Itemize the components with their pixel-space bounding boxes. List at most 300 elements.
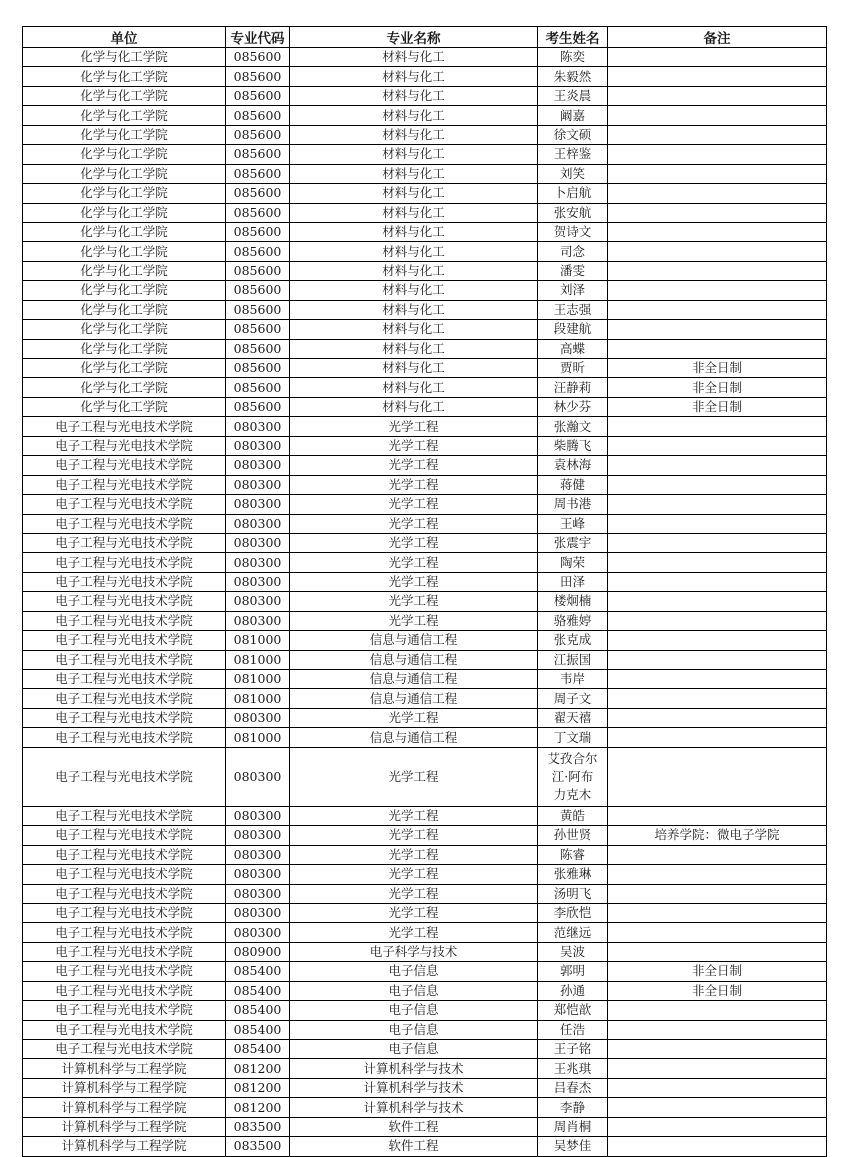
cell-remark: 培养学院：微电子学院 [608, 826, 827, 845]
cell-student-name: 柴腾飞 [538, 436, 608, 455]
cell-major-code: 080300 [226, 611, 290, 630]
cell-student-name: 郑恺歆 [538, 1001, 608, 1020]
table-row [23, 456, 827, 475]
cell-unit: 计算机科学与工程学院 [23, 1059, 226, 1078]
cell-remark: 非全日制 [608, 981, 827, 1000]
cell-major-code: 085600 [226, 222, 290, 241]
cell-major-code: 080300 [226, 514, 290, 533]
cell-major-name: 电子信息 [290, 962, 538, 981]
table-row [23, 592, 827, 611]
table-row [23, 806, 827, 825]
header-row [23, 27, 827, 48]
cell-unit: 电子工程与光电技术学院 [23, 495, 226, 514]
table-row [23, 1137, 827, 1156]
cell-student-name: 刘泽 [538, 281, 608, 300]
cell-remark [608, 865, 827, 884]
cell-unit: 化学与化工学院 [23, 125, 226, 144]
cell-major-code: 085600 [226, 300, 290, 319]
cell-remark [608, 1137, 827, 1156]
cell-major-name: 材料与化工 [290, 320, 538, 339]
cell-unit: 电子工程与光电技术学院 [23, 826, 226, 845]
cell-major-code: 080300 [226, 475, 290, 494]
cell-unit: 电子工程与光电技术学院 [23, 923, 226, 942]
table-row [23, 631, 827, 650]
cell-unit: 电子工程与光电技术学院 [23, 592, 226, 611]
cell-remark: 非全日制 [608, 359, 827, 378]
cell-unit: 化学与化工学院 [23, 320, 226, 339]
table-row [23, 533, 827, 552]
cell-student-name: 楼炯楠 [538, 592, 608, 611]
cell-major-code: 080300 [226, 865, 290, 884]
cell-unit: 化学与化工学院 [23, 184, 226, 203]
cell-remark [608, 475, 827, 494]
cell-unit: 电子工程与光电技术学院 [23, 572, 226, 591]
cell-student-name: 任浩 [538, 1020, 608, 1039]
header-remark: 备注 [608, 27, 827, 48]
cell-remark [608, 903, 827, 922]
cell-unit: 电子工程与光电技术学院 [23, 1040, 226, 1059]
cell-remark [608, 281, 827, 300]
cell-remark [608, 456, 827, 475]
cell-major-code: 083500 [226, 1117, 290, 1136]
admission-table [22, 26, 827, 1157]
cell-remark [608, 67, 827, 86]
cell-major-name: 材料与化工 [290, 339, 538, 358]
cell-student-name: 翟天禧 [538, 708, 608, 727]
table-row [23, 923, 827, 942]
cell-major-code: 081000 [226, 650, 290, 669]
cell-unit: 化学与化工学院 [23, 48, 226, 67]
table-row [23, 417, 827, 436]
cell-student-name: 汪静莉 [538, 378, 608, 397]
cell-unit: 电子工程与光电技术学院 [23, 670, 226, 689]
cell-remark [608, 708, 827, 727]
cell-remark [608, 689, 827, 708]
cell-unit: 电子工程与光电技术学院 [23, 650, 226, 669]
cell-major-name: 光学工程 [290, 884, 538, 903]
cell-major-code: 080300 [226, 903, 290, 922]
cell-student-name: 田泽 [538, 572, 608, 591]
cell-unit: 化学与化工学院 [23, 106, 226, 125]
cell-major-code: 080300 [226, 456, 290, 475]
cell-remark [608, 884, 827, 903]
cell-student-name: 骆雅婷 [538, 611, 608, 630]
cell-student-name: 袁林海 [538, 456, 608, 475]
cell-major-code: 080300 [226, 495, 290, 514]
cell-remark [608, 125, 827, 144]
cell-major-code: 085600 [226, 242, 290, 261]
cell-unit: 电子工程与光电技术学院 [23, 1001, 226, 1020]
cell-major-code: 085600 [226, 67, 290, 86]
cell-unit: 电子工程与光电技术学院 [23, 553, 226, 572]
table-row [23, 650, 827, 669]
cell-unit: 电子工程与光电技术学院 [23, 884, 226, 903]
table-row [23, 281, 827, 300]
table-row [23, 125, 827, 144]
cell-major-name: 光学工程 [290, 417, 538, 436]
cell-unit: 化学与化工学院 [23, 145, 226, 164]
cell-student-name: 周子文 [538, 689, 608, 708]
cell-major-code: 085600 [226, 203, 290, 222]
cell-major-code: 080300 [226, 553, 290, 572]
cell-unit: 电子工程与光电技术学院 [23, 806, 226, 825]
cell-major-code: 085400 [226, 1040, 290, 1059]
cell-major-name: 材料与化工 [290, 48, 538, 67]
cell-student-name: 张克成 [538, 631, 608, 650]
cell-unit: 计算机科学与工程学院 [23, 1117, 226, 1136]
cell-major-name: 材料与化工 [290, 378, 538, 397]
cell-unit: 化学与化工学院 [23, 203, 226, 222]
cell-student-name: 刘笑 [538, 164, 608, 183]
cell-student-name: 贺诗文 [538, 222, 608, 241]
cell-student-name: 韦岸 [538, 670, 608, 689]
cell-remark [608, 572, 827, 591]
cell-major-name: 计算机科学与技术 [290, 1078, 538, 1097]
cell-major-name: 材料与化工 [290, 125, 538, 144]
cell-major-name: 材料与化工 [290, 281, 538, 300]
cell-student-name: 丁文瑞 [538, 728, 608, 747]
cell-major-code: 085600 [226, 378, 290, 397]
table-row [23, 865, 827, 884]
cell-remark [608, 611, 827, 630]
table-row [23, 1040, 827, 1059]
table-row [23, 1117, 827, 1136]
cell-major-code: 085600 [226, 164, 290, 183]
cell-student-name: 周书港 [538, 495, 608, 514]
table-row [23, 845, 827, 864]
cell-major-code: 085600 [226, 184, 290, 203]
cell-unit: 电子工程与光电技术学院 [23, 689, 226, 708]
cell-major-code: 080300 [226, 436, 290, 455]
cell-remark [608, 1117, 827, 1136]
cell-major-code: 081200 [226, 1059, 290, 1078]
cell-major-code: 081000 [226, 631, 290, 650]
table-row [23, 884, 827, 903]
cell-major-name: 电子科学与技术 [290, 942, 538, 961]
cell-major-code: 081000 [226, 728, 290, 747]
cell-major-code: 085600 [226, 145, 290, 164]
table-row [23, 397, 827, 416]
cell-remark [608, 106, 827, 125]
table-row [23, 981, 827, 1000]
cell-remark [608, 650, 827, 669]
cell-major-name: 光学工程 [290, 708, 538, 727]
cell-student-name: 高蝶 [538, 339, 608, 358]
cell-student-name: 陶荣 [538, 553, 608, 572]
cell-major-code: 080300 [226, 884, 290, 903]
cell-student-name: 黄皓 [538, 806, 608, 825]
table-row [23, 86, 827, 105]
cell-unit: 电子工程与光电技术学院 [23, 903, 226, 922]
cell-student-name: 朱毅然 [538, 67, 608, 86]
cell-major-name: 计算机科学与技术 [290, 1059, 538, 1078]
cell-major-code: 080900 [226, 942, 290, 961]
table-row [23, 164, 827, 183]
table-row [23, 728, 827, 747]
cell-student-name: 吴梦佳 [538, 1137, 608, 1156]
cell-major-name: 材料与化工 [290, 145, 538, 164]
cell-student-name: 王兆琪 [538, 1059, 608, 1078]
cell-major-name: 材料与化工 [290, 300, 538, 319]
cell-unit: 电子工程与光电技术学院 [23, 475, 226, 494]
cell-unit: 电子工程与光电技术学院 [23, 456, 226, 475]
cell-student-name: 艾孜合尔 江·阿布 力克木 [538, 747, 608, 806]
cell-student-name: 郭明 [538, 962, 608, 981]
cell-major-name: 光学工程 [290, 533, 538, 552]
cell-major-code: 080300 [226, 708, 290, 727]
cell-unit: 化学与化工学院 [23, 222, 226, 241]
cell-remark [608, 145, 827, 164]
cell-major-code: 080300 [226, 572, 290, 591]
cell-major-name: 电子信息 [290, 1001, 538, 1020]
cell-unit: 电子工程与光电技术学院 [23, 865, 226, 884]
cell-student-name: 张雅琳 [538, 865, 608, 884]
cell-remark [608, 533, 827, 552]
cell-unit: 电子工程与光电技术学院 [23, 708, 226, 727]
cell-remark [608, 436, 827, 455]
table-row [23, 942, 827, 961]
cell-remark: 非全日制 [608, 378, 827, 397]
cell-major-name: 信息与通信工程 [290, 728, 538, 747]
table-row [23, 1001, 827, 1020]
cell-major-code: 085400 [226, 981, 290, 1000]
cell-student-name: 蒋健 [538, 475, 608, 494]
cell-remark [608, 242, 827, 261]
cell-major-name: 软件工程 [290, 1117, 538, 1136]
cell-student-name: 潘雯 [538, 261, 608, 280]
cell-remark [608, 1059, 827, 1078]
cell-student-name: 李静 [538, 1098, 608, 1117]
cell-major-name: 材料与化工 [290, 203, 538, 222]
cell-student-name: 吴波 [538, 942, 608, 961]
table-row [23, 320, 827, 339]
cell-major-code: 080300 [226, 826, 290, 845]
table-row [23, 203, 827, 222]
table-row [23, 514, 827, 533]
cell-major-name: 光学工程 [290, 845, 538, 864]
cell-major-code: 085600 [226, 359, 290, 378]
cell-major-name: 光学工程 [290, 436, 538, 455]
cell-major-code: 085600 [226, 397, 290, 416]
cell-remark [608, 222, 827, 241]
cell-major-name: 材料与化工 [290, 164, 538, 183]
table-row [23, 1098, 827, 1117]
cell-major-code: 085400 [226, 1020, 290, 1039]
cell-remark [608, 923, 827, 942]
cell-unit: 电子工程与光电技术学院 [23, 981, 226, 1000]
table-row [23, 903, 827, 922]
cell-major-code: 085600 [226, 86, 290, 105]
cell-unit: 计算机科学与工程学院 [23, 1078, 226, 1097]
cell-major-name: 光学工程 [290, 826, 538, 845]
table-row [23, 826, 827, 845]
cell-remark [608, 261, 827, 280]
cell-major-name: 信息与通信工程 [290, 650, 538, 669]
cell-major-name: 光学工程 [290, 553, 538, 572]
cell-major-name: 光学工程 [290, 456, 538, 475]
cell-remark [608, 845, 827, 864]
cell-major-name: 光学工程 [290, 572, 538, 591]
cell-unit: 电子工程与光电技术学院 [23, 747, 226, 806]
cell-remark [608, 164, 827, 183]
cell-unit: 计算机科学与工程学院 [23, 1137, 226, 1156]
table-row [23, 670, 827, 689]
cell-major-code: 080300 [226, 806, 290, 825]
cell-student-name: 王志强 [538, 300, 608, 319]
cell-major-code: 085600 [226, 48, 290, 67]
table-row [23, 378, 827, 397]
cell-major-code: 085600 [226, 125, 290, 144]
cell-remark [608, 417, 827, 436]
cell-student-name: 陈奕 [538, 48, 608, 67]
cell-major-name: 光学工程 [290, 903, 538, 922]
cell-unit: 化学与化工学院 [23, 378, 226, 397]
cell-unit: 电子工程与光电技术学院 [23, 942, 226, 961]
cell-major-name: 软件工程 [290, 1137, 538, 1156]
table-row [23, 553, 827, 572]
cell-unit: 化学与化工学院 [23, 67, 226, 86]
table-row [23, 475, 827, 494]
table-row [23, 747, 827, 806]
cell-student-name: 司念 [538, 242, 608, 261]
cell-unit: 化学与化工学院 [23, 86, 226, 105]
cell-student-name: 周肖桐 [538, 1117, 608, 1136]
table-row [23, 1020, 827, 1039]
cell-major-code: 081200 [226, 1098, 290, 1117]
header-major-name: 专业名称 [290, 27, 538, 48]
cell-student-name: 林少芬 [538, 397, 608, 416]
cell-student-name: 范继远 [538, 923, 608, 942]
cell-major-code: 085600 [226, 320, 290, 339]
cell-major-name: 材料与化工 [290, 397, 538, 416]
cell-major-code: 085400 [226, 1001, 290, 1020]
cell-major-name: 电子信息 [290, 1020, 538, 1039]
header-unit: 单位 [23, 27, 226, 48]
cell-remark [608, 942, 827, 961]
cell-major-code: 081000 [226, 670, 290, 689]
table-row [23, 145, 827, 164]
cell-remark [608, 1001, 827, 1020]
cell-unit: 电子工程与光电技术学院 [23, 417, 226, 436]
cell-student-name: 孙世贤 [538, 826, 608, 845]
cell-major-code: 080300 [226, 923, 290, 942]
cell-major-code: 080300 [226, 592, 290, 611]
cell-remark [608, 747, 827, 806]
cell-remark [608, 339, 827, 358]
table-row [23, 572, 827, 591]
cell-remark [608, 48, 827, 67]
cell-major-code: 085400 [226, 962, 290, 981]
cell-major-name: 电子信息 [290, 981, 538, 1000]
table-row [23, 67, 827, 86]
table-row [23, 242, 827, 261]
table-row [23, 222, 827, 241]
cell-major-name: 计算机科学与技术 [290, 1098, 538, 1117]
cell-major-code: 083500 [226, 1137, 290, 1156]
cell-major-code: 080300 [226, 417, 290, 436]
cell-major-code: 080300 [226, 747, 290, 806]
cell-student-name: 徐文硕 [538, 125, 608, 144]
cell-major-name: 材料与化工 [290, 106, 538, 125]
cell-major-name: 光学工程 [290, 923, 538, 942]
cell-remark [608, 320, 827, 339]
cell-unit: 化学与化工学院 [23, 261, 226, 280]
cell-major-code: 080300 [226, 845, 290, 864]
cell-unit: 电子工程与光电技术学院 [23, 845, 226, 864]
cell-unit: 化学与化工学院 [23, 164, 226, 183]
cell-major-code: 085600 [226, 106, 290, 125]
cell-remark [608, 1040, 827, 1059]
cell-unit: 化学与化工学院 [23, 242, 226, 261]
cell-unit: 化学与化工学院 [23, 281, 226, 300]
cell-remark [608, 203, 827, 222]
cell-student-name: 贾昕 [538, 359, 608, 378]
cell-student-name: 段建航 [538, 320, 608, 339]
cell-student-name: 江振国 [538, 650, 608, 669]
cell-unit: 计算机科学与工程学院 [23, 1098, 226, 1117]
cell-unit: 化学与化工学院 [23, 339, 226, 358]
cell-major-name: 光学工程 [290, 806, 538, 825]
cell-major-code: 081000 [226, 689, 290, 708]
cell-major-name: 光学工程 [290, 747, 538, 806]
cell-remark [608, 670, 827, 689]
table-row [23, 339, 827, 358]
cell-student-name: 陈睿 [538, 845, 608, 864]
cell-remark [608, 1020, 827, 1039]
cell-major-code: 085600 [226, 261, 290, 280]
cell-major-code: 081200 [226, 1078, 290, 1097]
cell-student-name: 王梓鉴 [538, 145, 608, 164]
cell-major-name: 材料与化工 [290, 242, 538, 261]
cell-student-name: 吕春杰 [538, 1078, 608, 1097]
header-major-code: 专业代码 [226, 27, 290, 48]
cell-student-name: 汤明飞 [538, 884, 608, 903]
table-body [23, 48, 827, 1157]
table-row [23, 436, 827, 455]
cell-remark [608, 553, 827, 572]
cell-major-name: 材料与化工 [290, 184, 538, 203]
cell-remark [608, 631, 827, 650]
cell-major-code: 085600 [226, 339, 290, 358]
table-row [23, 611, 827, 630]
cell-major-code: 080300 [226, 533, 290, 552]
cell-student-name: 张安航 [538, 203, 608, 222]
table-row [23, 184, 827, 203]
cell-unit: 电子工程与光电技术学院 [23, 436, 226, 455]
cell-unit: 化学与化工学院 [23, 397, 226, 416]
cell-student-name: 张震宇 [538, 533, 608, 552]
cell-student-name: 王炎晨 [538, 86, 608, 105]
table-row [23, 689, 827, 708]
cell-student-name: 卜启航 [538, 184, 608, 203]
header-student-name: 考生姓名 [538, 27, 608, 48]
cell-remark [608, 495, 827, 514]
cell-major-name: 光学工程 [290, 495, 538, 514]
cell-major-name: 光学工程 [290, 514, 538, 533]
cell-remark [608, 1098, 827, 1117]
cell-major-name: 电子信息 [290, 1040, 538, 1059]
cell-major-name: 信息与通信工程 [290, 689, 538, 708]
cell-major-code: 085600 [226, 281, 290, 300]
table-row [23, 261, 827, 280]
table-row [23, 1078, 827, 1097]
cell-remark [608, 86, 827, 105]
cell-unit: 化学与化工学院 [23, 359, 226, 378]
cell-remark [608, 728, 827, 747]
cell-unit: 电子工程与光电技术学院 [23, 631, 226, 650]
cell-major-name: 材料与化工 [290, 67, 538, 86]
table-row [23, 106, 827, 125]
